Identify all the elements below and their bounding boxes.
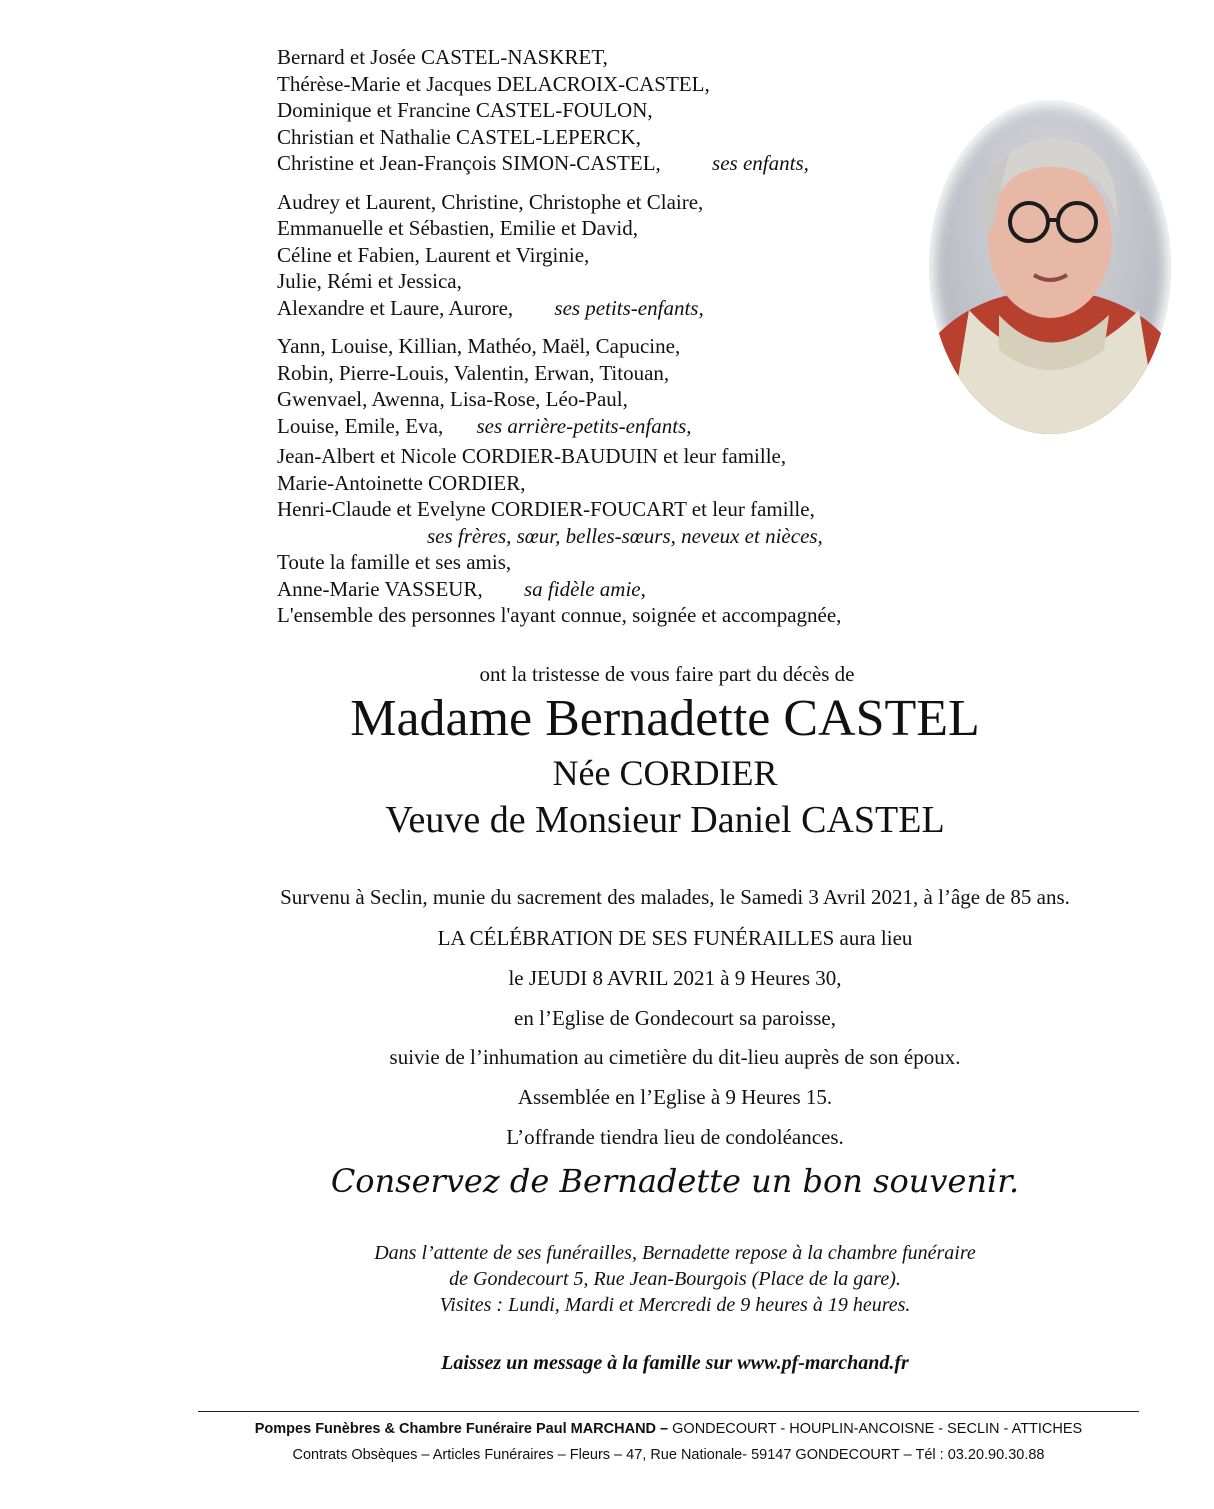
family-line: Emmanuelle et Sébastien, Emilie et David, — [277, 216, 638, 240]
funeral-date: le JEUDI 8 AVRIL 2021 à 9 Heures 30, — [508, 966, 842, 990]
company-locations: GONDECOURT - HOUPLIN-ANCOISNE - SECLIN - ATTICHES — [668, 1421, 1083, 1437]
relationship-label: ses petits-enfants, — [554, 295, 704, 320]
family-line: Robin, Pierre-Louis, Valentin, Erwan, Titouan, — [277, 360, 670, 385]
burial-info: suivie de l’inhumation au cimetière du dit-lieu auprès de son époux. — [389, 1045, 961, 1069]
footer-divider — [198, 1411, 1139, 1412]
message-link: Laissez un message à la famille sur www.pf-marchand.fr — [441, 1352, 909, 1374]
repose-line: Visites : Lundi, Mardi et Mercredi de 9 heures à 19 heures. — [439, 1294, 911, 1316]
announcement-text: ont la tristesse de vous faire part du décès de — [479, 662, 855, 686]
family-names: Anne-Marie VASSEUR, — [277, 576, 483, 601]
funeral-place: en l’Eglise de Gondecourt sa paroisse, — [514, 1006, 836, 1030]
family-names: Louise, Emile, Eva, — [277, 413, 444, 438]
death-details: Survenu à Seclin, munie du sacrement des malades, le Samedi 3 Avril 2021, à l’âge de 85 ans. — [280, 885, 1070, 909]
family-names: Christine et Jean-François SIMON-CASTEL, — [277, 151, 661, 175]
family-line: Jean-Albert et Nicole CORDIER-BAUDUIN et leur famille, — [277, 444, 787, 468]
footer-company — [198, 1421, 1139, 1437]
celebration-heading: LA CÉLÉBRATION DE SES FUNÉRAILLES aura lieu — [437, 926, 913, 950]
family-line: Marie-Antoinette CORDIER, — [277, 470, 526, 495]
family-line — [277, 413, 917, 440]
family-list — [277, 44, 917, 629]
family-line: Dominique et Francine CASTEL-FOULON, — [277, 98, 653, 122]
repose-info — [68, 1240, 1214, 1318]
family-line — [277, 150, 917, 177]
portrait-photo — [929, 100, 1171, 434]
family-line — [277, 576, 917, 603]
family-line — [277, 295, 917, 322]
offering-note: L’offrande tiendra lieu de condoléances. — [506, 1125, 844, 1149]
relationship-label: sa fidèle amie, — [523, 576, 646, 601]
family-line: Gwenvael, Awenna, Lisa-Rose, Léo-Paul, — [277, 387, 628, 411]
family-line: Julie, Rémi et Jessica, — [277, 269, 462, 293]
relationship-label: ses enfants, — [712, 151, 809, 175]
repose-line: de Gondecourt 5, Rue Jean-Bourgois (Place de la gare). — [449, 1268, 901, 1290]
company-name: Pompes Funèbres & Chambre Funéraire Paul MARCHAND – — [254, 1421, 669, 1437]
relationship-label: ses frères, sœur, belles-sœurs, neveux et nièces, — [427, 523, 823, 548]
family-line: Yann, Louise, Killian, Mathéo, Maël, Capucine, — [277, 334, 681, 358]
family-line: L'ensemble des personnes l'ayant connue, soignée et accompagnée, — [277, 603, 842, 627]
family-line: Toute la famille et ses amis, — [277, 550, 512, 574]
footer-contact: Contrats Obsèques – Articles Funéraires – Fleurs – 47, Rue Nationale- 59147 GONDECOURT – Tél : 03.20.90.30.88 — [292, 1447, 1045, 1463]
relationship-label: ses arrière-petits-enfants, — [476, 413, 692, 438]
maiden-name: Née CORDIER — [552, 753, 778, 793]
family-line: Henri-Claude et Evelyne CORDIER-FOUCART et leur famille, — [277, 497, 815, 521]
family-line: Bernard et Josée CASTEL-NASKRET, — [277, 45, 608, 69]
family-names: Alexandre et Laure, Aurore, — [277, 295, 514, 320]
widow-of: Veuve de Monsieur Daniel CASTEL — [385, 799, 945, 841]
memorial-motto: Conservez de Bernadette un bon souvenir. — [330, 1162, 1020, 1200]
repose-line: Dans l’attente de ses funérailles, Bernadette repose à la chambre funéraire — [374, 1242, 976, 1264]
family-line: Céline et Fabien, Laurent et Virginie, — [277, 242, 590, 267]
assembly-time: Assemblée en l’Eglise à 9 Heures 15. — [517, 1085, 833, 1109]
family-line: Thérèse-Marie et Jacques DELACROIX-CASTEL, — [277, 71, 710, 96]
family-line: Audrey et Laurent, Christine, Christophe et Claire, — [277, 189, 704, 214]
portrait-illustration — [929, 100, 1171, 434]
deceased-name: Madame Bernadette CASTEL — [350, 690, 980, 747]
family-line: Christian et Nathalie CASTEL-LEPERCK, — [277, 124, 641, 149]
